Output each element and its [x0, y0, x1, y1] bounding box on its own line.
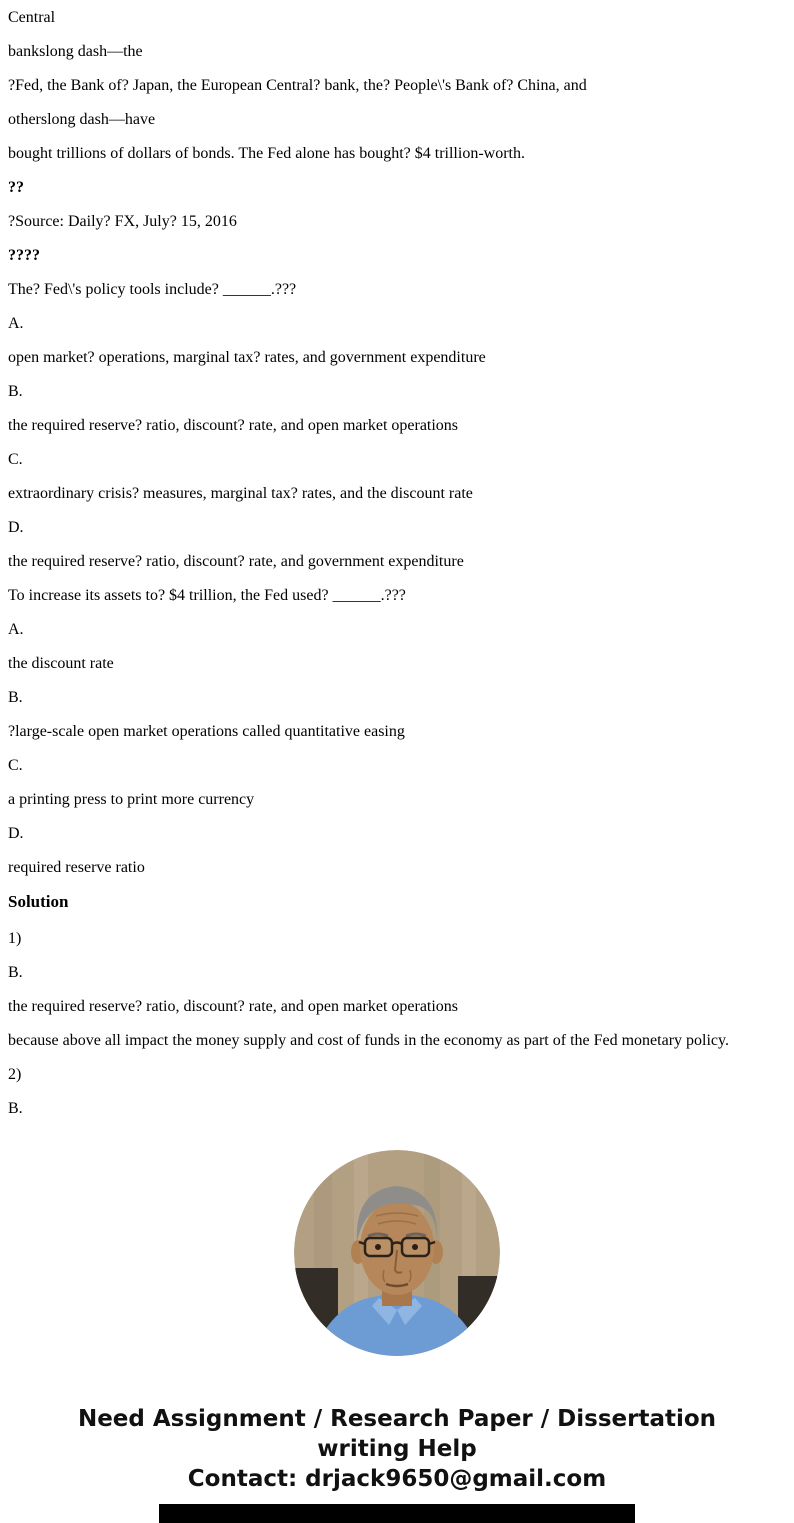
avatar [294, 1150, 500, 1356]
bottom-black-bar [159, 1504, 635, 1523]
footer-banner [0, 1404, 794, 1494]
text-line: ???? [8, 247, 40, 264]
text-line: otherslong dash—have [8, 111, 156, 128]
text-line: C. [8, 451, 23, 468]
text-line: D. [8, 519, 24, 536]
text-line: The? Fed\'s policy tools include? ______.??? [8, 281, 297, 298]
text-line: B. [8, 1100, 23, 1117]
text-line: the required reserve? ratio, discount? rate, and open market operations [8, 417, 459, 434]
text-line: To increase its assets to? $4 trillion, the Fed used? ______.??? [8, 587, 406, 604]
text-line: open market? operations, marginal tax? rates, and government expenditure [8, 349, 486, 366]
text-line: B. [8, 689, 23, 706]
text-line: ?Source: Daily? FX, July? 15, 2016 [8, 213, 237, 230]
footer-help-line-1: Need Assignment / Research Paper / Dissertation [77, 1406, 717, 1432]
text-line: A. [8, 621, 24, 638]
text-line: the required reserve? ratio, discount? rate, and government expenditure [8, 553, 464, 570]
text-line: C. [8, 757, 23, 774]
text-line: ?large-scale open market operations called quantitative easing [8, 723, 405, 740]
text-line: the required reserve? ratio, discount? rate, and open market operations [8, 998, 459, 1015]
footer-contact-email: Contact: drjack9650@gmail.com [187, 1466, 607, 1492]
text-line: A. [8, 315, 24, 332]
text-line: 2) [8, 1066, 22, 1083]
text-line: bankslong dash—the [8, 43, 143, 60]
text-line: required reserve ratio [8, 859, 145, 876]
text-line: ?Fed, the Bank of? Japan, the European Central? bank, the? People\'s Bank of? China, and [8, 77, 587, 94]
text-line: extraordinary crisis? measures, marginal tax? rates, and the discount rate [8, 485, 473, 502]
tutor-photo [294, 1150, 500, 1356]
text-line: B. [8, 383, 23, 400]
text-line: B. [8, 964, 23, 981]
text-line: the discount rate [8, 655, 114, 672]
text-line: ?? [8, 179, 24, 196]
text-line: a printing press to print more currency [8, 791, 255, 808]
text-line: because above all impact the money supply and cost of funds in the economy as part of the Fed monetary policy. [8, 1032, 729, 1049]
text-line: 1) [8, 930, 22, 947]
text-line: D. [8, 825, 24, 842]
text-line: Central [8, 9, 56, 26]
text-line: bought trillions of dollars of bonds. The Fed alone has bought? $4 trillion-worth. [8, 145, 525, 162]
solution-heading: Solution [8, 892, 69, 911]
footer-help-line-2: writing Help [317, 1436, 477, 1462]
